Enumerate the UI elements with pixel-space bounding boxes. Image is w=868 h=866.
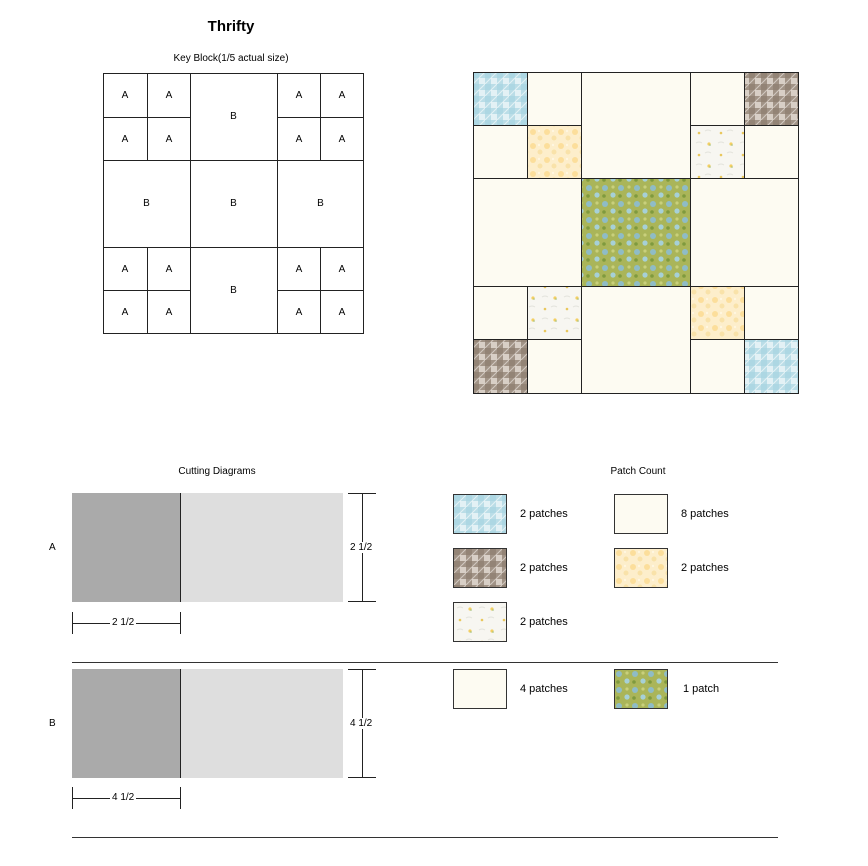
cut-strip-a <box>181 493 343 602</box>
page-title: Thrifty <box>207 18 255 35</box>
width-label-a: 2 1/2 <box>112 617 135 628</box>
quilt-block-svg <box>473 72 799 394</box>
swatch-white-floral <box>453 602 507 642</box>
quilt-block-preview <box>473 72 799 394</box>
key-label-a: A <box>121 263 129 275</box>
patch-taupe-gingham <box>474 340 528 394</box>
swatch-yellow-floral <box>614 548 668 588</box>
patch-blue-gingham <box>745 340 799 394</box>
key-label-a: A <box>338 133 346 145</box>
swatch-cream-solid <box>453 669 507 709</box>
patch-count-label: 2 patches <box>520 616 568 628</box>
divider <box>72 662 778 663</box>
key-label-a: A <box>338 89 346 101</box>
key-label-b: B <box>230 111 237 122</box>
patch-blue-gingham <box>474 73 528 126</box>
patch-cream <box>528 73 582 126</box>
cut-letter-a: A <box>49 542 56 553</box>
key-label-a: A <box>165 133 173 145</box>
patch-count-label: 2 patches <box>520 562 568 574</box>
key-label-a: A <box>295 263 303 275</box>
patch-count-label: 2 patches <box>520 508 568 520</box>
patch-cream <box>691 73 745 126</box>
patch-yellow-floral <box>691 287 745 340</box>
width-label-b: 4 1/2 <box>112 792 135 803</box>
cut-square-a <box>72 493 180 602</box>
patch-count-label: 1 patch <box>683 683 720 695</box>
key-block-diagram <box>103 73 364 334</box>
swatch-taupe-gingham <box>453 548 507 588</box>
key-label-b: B <box>317 198 324 209</box>
patch-white-floral <box>528 287 582 340</box>
key-label-a: A <box>338 263 346 275</box>
cut-strip-b <box>181 669 343 778</box>
cut-piece-a <box>72 493 343 602</box>
patch-cream <box>528 340 582 394</box>
key-label-a: A <box>165 306 173 318</box>
patch-yellow-floral <box>528 126 582 179</box>
key-label-a: A <box>165 263 173 275</box>
patch-cream <box>745 126 799 179</box>
patch-white-floral <box>691 126 745 179</box>
height-label-b: 4 1/2 <box>350 718 373 729</box>
patch-taupe-gingham <box>745 73 799 126</box>
key-label-a: A <box>338 306 346 318</box>
patch-count-label: 8 patches <box>681 508 729 520</box>
swatch-blue-gingham <box>453 494 507 534</box>
key-label-a: A <box>121 133 129 145</box>
patch-cream <box>474 287 528 340</box>
key-label-a: A <box>295 133 303 145</box>
swatch-green-floral <box>614 669 668 709</box>
cut-piece-b <box>72 669 343 778</box>
cut-letter-b: B <box>49 718 56 729</box>
patch-cream-large <box>582 287 691 394</box>
cutting-diagrams-title: Cutting Diagrams <box>178 466 256 477</box>
key-label-b: B <box>230 198 237 209</box>
patch-cream <box>691 340 745 394</box>
patch-cream-large <box>691 179 799 287</box>
patch-cream <box>745 287 799 340</box>
key-label-a: A <box>121 89 129 101</box>
swatch-cream-solid <box>614 494 668 534</box>
height-label-a: 2 1/2 <box>350 542 373 553</box>
key-block-caption: Key Block(1/5 actual size) <box>173 53 289 64</box>
cut-square-b <box>72 669 180 778</box>
key-label-b: B <box>230 285 237 296</box>
key-label-a: A <box>295 306 303 318</box>
key-label-a: A <box>121 306 129 318</box>
patch-cream <box>474 126 528 179</box>
divider <box>72 837 778 838</box>
key-label-b: B <box>143 198 150 209</box>
patch-count-label: 2 patches <box>681 562 729 574</box>
patch-cream-large <box>582 73 691 179</box>
patch-count-title: Patch Count <box>610 466 666 477</box>
key-label-a: A <box>295 89 303 101</box>
patch-cream-large <box>474 179 582 287</box>
patch-green-floral <box>582 179 691 287</box>
patch-count-label: 4 patches <box>520 683 568 695</box>
key-label-a: A <box>165 89 173 101</box>
